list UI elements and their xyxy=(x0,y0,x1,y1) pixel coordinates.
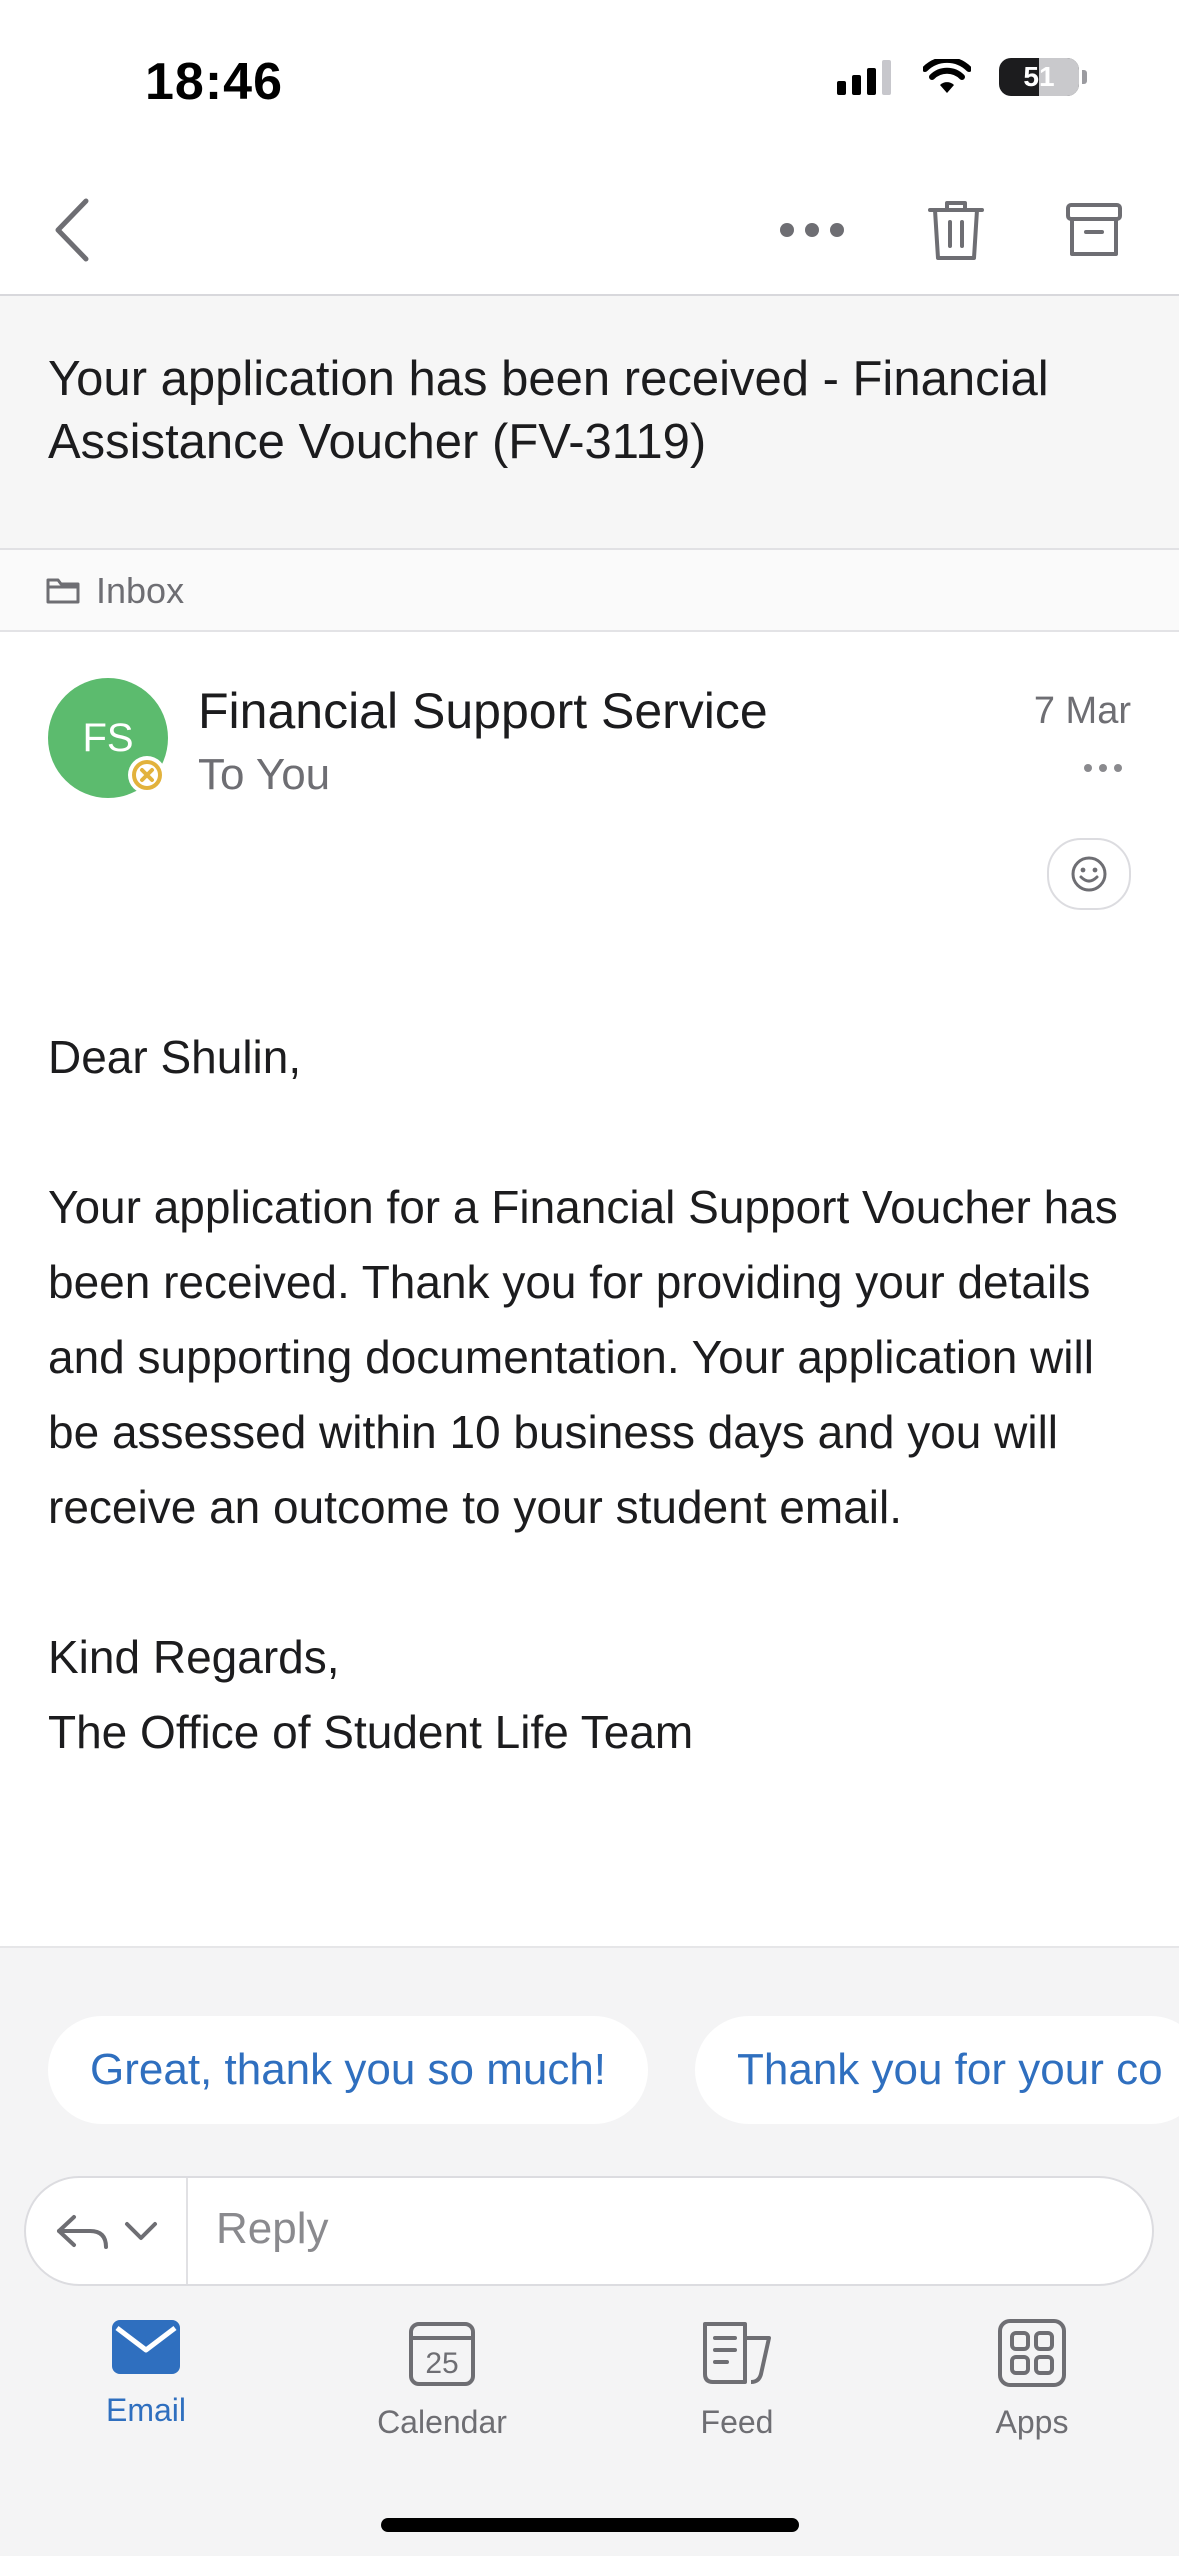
tab-calendar-label: Calendar xyxy=(377,2404,507,2440)
message-more-button[interactable] xyxy=(1083,760,1123,778)
cellular-signal-icon xyxy=(837,59,895,95)
trash-icon xyxy=(926,198,986,262)
reply-input[interactable]: Reply xyxy=(216,2204,329,2253)
mail-toolbar xyxy=(0,160,1179,296)
status-icons xyxy=(837,58,1079,96)
reply-arrow-icon xyxy=(54,2211,110,2251)
email-body xyxy=(48,1020,1138,1770)
calendar-icon xyxy=(407,2318,477,2388)
archive-icon xyxy=(1065,202,1123,258)
suggested-reply-chip[interactable]: Thank you for your co xyxy=(695,2016,1179,2124)
tab-feed[interactable] xyxy=(617,2318,857,2441)
recipient-line[interactable]: To You xyxy=(198,750,331,799)
subject-header xyxy=(0,296,1179,550)
reply-bar[interactable] xyxy=(24,2176,1154,2286)
reply-mode-button[interactable] xyxy=(26,2178,188,2284)
reaction-button[interactable] xyxy=(1047,838,1131,910)
suggested-reply-chip[interactable]: Great, thank you so much! xyxy=(48,2016,648,2124)
email-date: 7 Mar xyxy=(1033,690,1131,732)
email-signature: The Office of Student Life Team xyxy=(48,1706,694,1758)
tab-apps[interactable] xyxy=(912,2318,1152,2441)
more-options-button[interactable] xyxy=(772,190,852,270)
tab-apps-label: Apps xyxy=(995,2404,1069,2440)
more-horizontal-icon xyxy=(779,222,845,238)
tab-calendar[interactable] xyxy=(322,2318,562,2441)
feed-icon xyxy=(699,2318,775,2388)
chevron-left-icon xyxy=(52,197,92,263)
tab-email[interactable] xyxy=(26,2318,266,2429)
archive-button[interactable] xyxy=(1054,190,1134,270)
tab-feed-label: Feed xyxy=(700,2404,774,2440)
email-greeting: Dear Shulin, xyxy=(48,1031,302,1083)
delete-button[interactable] xyxy=(916,190,996,270)
wifi-icon xyxy=(923,59,971,95)
folder-icon xyxy=(46,576,80,604)
avatar-initials: FS xyxy=(82,715,134,760)
sender-name[interactable]: Financial Support Service xyxy=(198,683,768,739)
apps-icon xyxy=(997,2318,1067,2388)
folder-row[interactable] xyxy=(0,550,1179,632)
home-indicator xyxy=(381,2518,799,2532)
battery-level: 51 xyxy=(1023,61,1055,92)
folder-label: Inbox xyxy=(96,570,185,611)
more-horizontal-icon xyxy=(1083,763,1123,773)
email-signoff: Kind Regards, xyxy=(48,1631,340,1683)
suggested-replies xyxy=(0,1946,1179,2162)
chevron-down-icon xyxy=(124,2221,158,2241)
calendar-day: 25 xyxy=(425,2347,459,2380)
email-body-paragraph: Your application for a Financial Support Voucher has been received. Thank you for providing your details and supporting documentation. Your application will be assessed within 10 business days and you will receive an outcome to your student email. xyxy=(48,1181,1118,1533)
mail-icon xyxy=(111,2318,181,2376)
status-time: 18:46 xyxy=(145,53,283,111)
back-button[interactable] xyxy=(32,190,112,270)
close-circle-icon xyxy=(131,759,163,791)
email-subject: Your application has been received - Financial Assistance Voucher (FV-3119) xyxy=(48,352,1049,469)
external-sender-badge xyxy=(128,756,166,794)
smiley-icon xyxy=(1070,855,1108,893)
battery-icon xyxy=(999,58,1079,96)
tab-email-label: Email xyxy=(105,2392,186,2428)
